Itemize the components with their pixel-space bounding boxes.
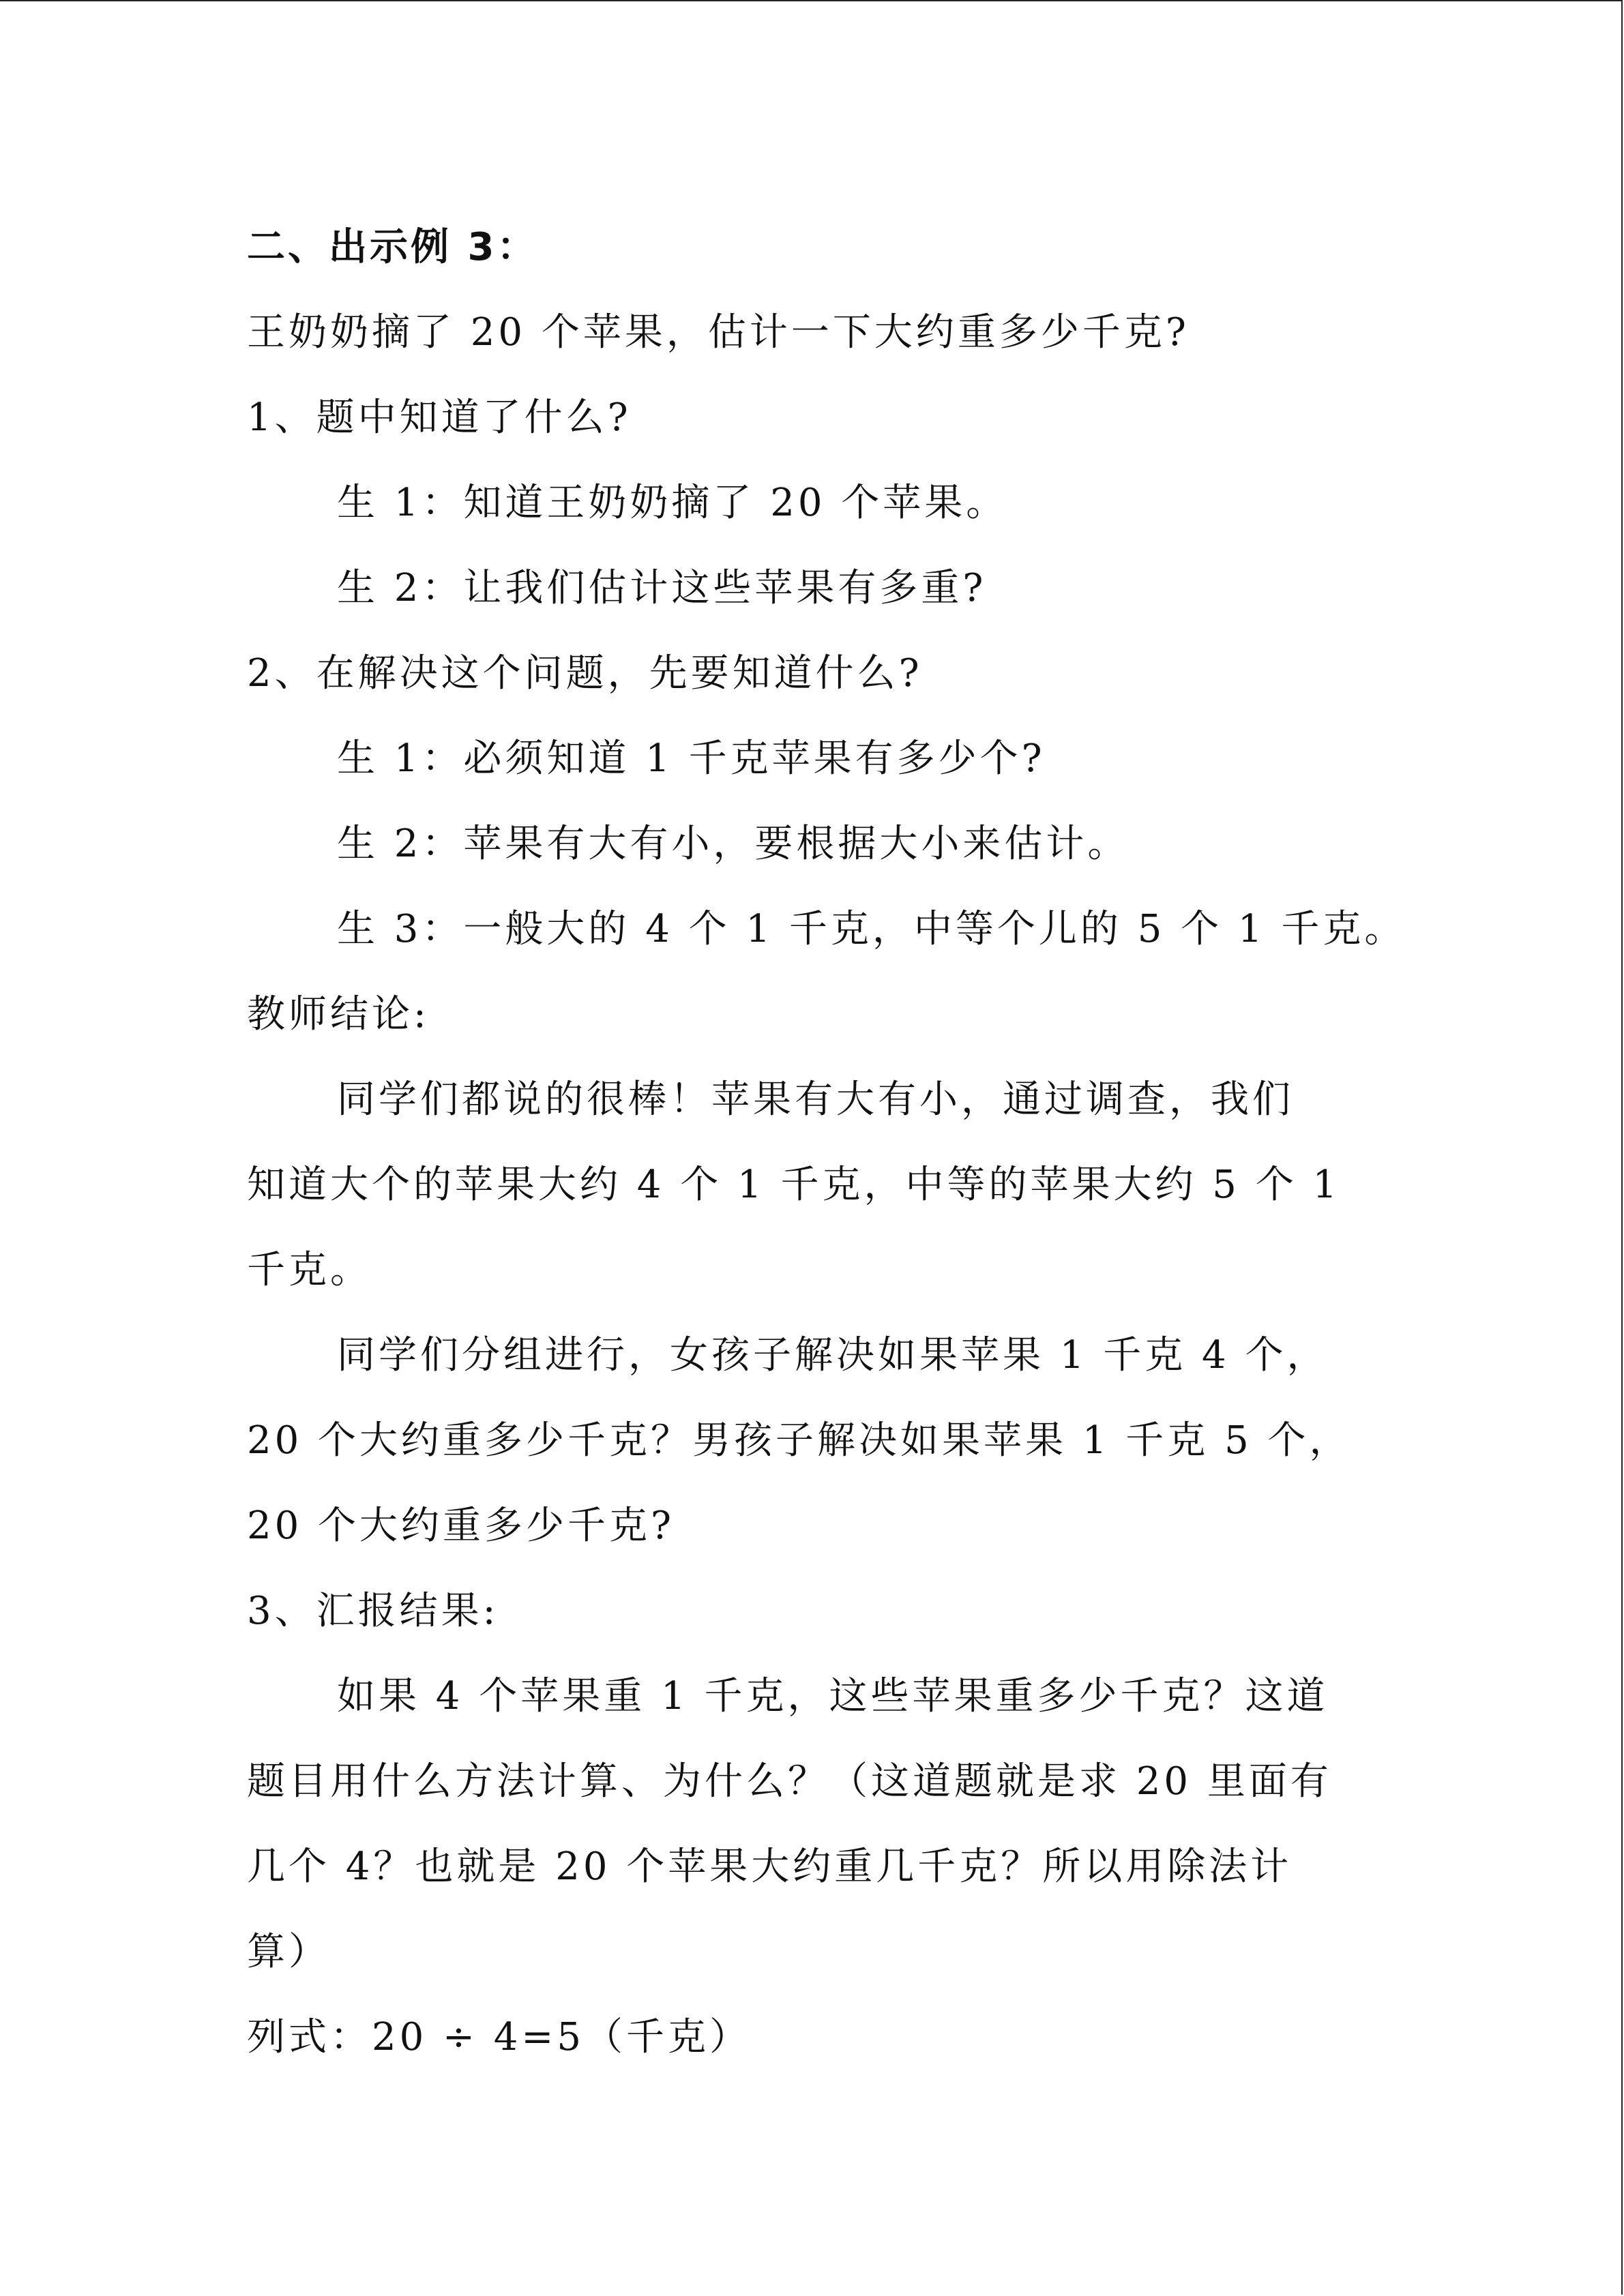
- teacher-conclusion-line-1: 同学们都说的很棒！苹果有大有小，通过调查，我们: [337, 1077, 1294, 1122]
- group-task-line-3: 20 个大约重多少千克?: [247, 1504, 675, 1548]
- report-line-3: 几个 4？也就是 20 个苹果大约重几千克？所以用除法计: [247, 1845, 1293, 1889]
- group-task-line-1: 同学们分组进行，女孩子解决如果苹果 1 千克 4 个，: [337, 1333, 1329, 1377]
- teacher-conclusion-line-3: 千克。: [247, 1248, 372, 1292]
- teacher-conclusion-heading: 教师结论:: [247, 992, 430, 1037]
- report-line-4: 算）: [247, 1930, 330, 1974]
- section-heading: 二、出示例 3：: [247, 225, 538, 269]
- problem-statement: 王奶奶摘了 20 个苹果，估计一下大约重多少千克?: [247, 310, 1190, 355]
- teacher-conclusion-line-2: 知道大个的苹果大约 4 个 1 千克，中等的苹果大约 5 个 1: [247, 1163, 1341, 1207]
- equation-line: 列式：20 ÷ 4=5（千克）: [247, 2015, 751, 2059]
- report-line-1: 如果 4 个苹果重 1 千克，这些苹果重多少千克？这道: [337, 1674, 1329, 1718]
- question-2: 2、在解决这个问题，先要知道什么?: [247, 651, 923, 696]
- student-answer-1-1: 生 1：知道王奶奶摘了 20 个苹果。: [337, 481, 1008, 525]
- document-body: [247, 205, 1406, 2080]
- student-answer-2-2: 生 2：苹果有大有小，要根据大小来估计。: [337, 822, 1130, 866]
- question-1: 1、题中知道了什么?: [247, 396, 632, 440]
- question-3: 3、汇报结果:: [247, 1589, 499, 1633]
- report-line-2: 题目用什么方法计算、为什么？（这道题就是求 20 里面有: [247, 1759, 1332, 1804]
- student-answer-2-3: 生 3：一般大的 4 个 1 千克，中等个儿的 5 个 1 千克。: [337, 907, 1406, 951]
- group-task-line-2: 20 个大约重多少千克？男孩子解决如果苹果 1 千克 5 个，: [247, 1418, 1351, 1463]
- student-answer-2-1: 生 1：必须知道 1 千克苹果有多少个?: [337, 736, 1046, 781]
- student-answer-1-2: 生 2：让我们估计这些苹果有多重?: [337, 566, 987, 610]
